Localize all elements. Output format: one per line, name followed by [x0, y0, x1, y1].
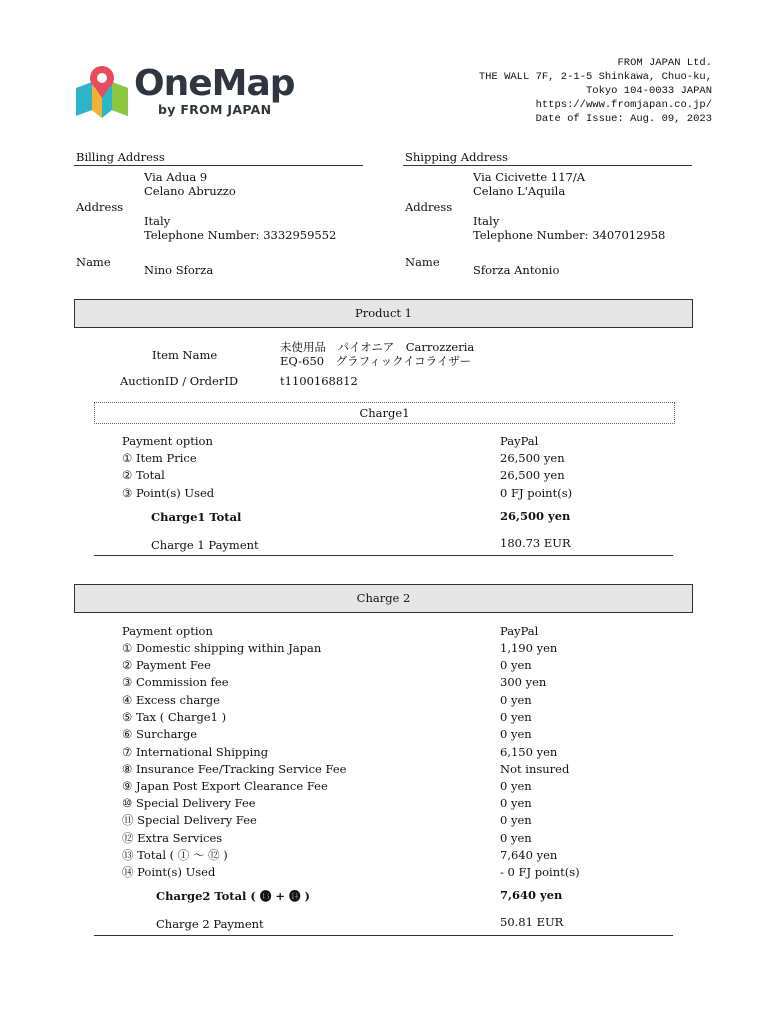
charge2-row-label: ⑬ Total ( ① ～ ⑫ ) — [122, 848, 228, 862]
logo-wordmark: OneMap — [134, 63, 295, 104]
charge2-row-value: 300 yen — [500, 675, 547, 689]
charge2-row-label: ⑦ International Shipping — [122, 745, 269, 759]
charge1-row-label: ② Total — [122, 468, 165, 482]
charge1-row-label: ③ Point(s) Used — [122, 486, 215, 500]
billing-divider — [74, 165, 363, 166]
charge2-row-label: ⑫ Extra Services — [122, 831, 223, 845]
charge1-row-value: 26,500 yen — [500, 468, 565, 482]
issue-date: Date of Issue: Aug. 09, 2023 — [535, 113, 712, 125]
billing-name-label: Name — [76, 255, 111, 269]
company-url[interactable]: https://www.fromjapan.co.jp/ — [535, 99, 712, 111]
charge2-payment-value: 50.81 EUR — [500, 915, 564, 929]
company-address-line2: Tokyo 104-0033 JAPAN — [585, 85, 712, 97]
charge2-row-label: Payment option — [122, 624, 213, 638]
charge2-payment-label: Charge 2 Payment — [156, 917, 264, 931]
shipping-name: Sforza Antonio — [473, 263, 560, 277]
charge2-row-value: 1,190 yen — [500, 641, 558, 655]
shipping-phone: Telephone Number: 3407012958 — [473, 228, 666, 242]
charge2-row-value: - 0 FJ point(s) — [500, 865, 580, 879]
charge2-row-value: 0 yen — [500, 727, 532, 741]
company-name: FROM JAPAN Ltd. — [617, 57, 712, 69]
shipping-divider — [403, 165, 692, 166]
charge2-row-label: ① Domestic shipping within Japan — [122, 641, 322, 655]
charge1-total-label: Charge1 Total — [151, 510, 242, 524]
charge1-row-value: 0 FJ point(s) — [500, 486, 573, 500]
charge1-row-value: 26,500 yen — [500, 451, 565, 465]
charge2-row-value: 0 yen — [500, 831, 532, 845]
charge2-row-value: 0 yen — [500, 693, 532, 707]
shipping-line2: Celano L'Aquila — [473, 184, 566, 198]
shipping-heading: Shipping Address — [405, 150, 508, 164]
billing-country: Italy — [144, 214, 171, 228]
charge2-row-label: ⑪ Special Delivery Fee — [122, 813, 257, 827]
charge2-row-label: ⑩ Special Delivery Fee — [122, 796, 256, 810]
charge2-row-value: Not insured — [500, 762, 570, 776]
charge2-divider — [94, 935, 673, 936]
charge2-row-value: 0 yen — [500, 779, 532, 793]
billing-address-label: Address — [76, 200, 124, 214]
shipping-name-label: Name — [405, 255, 440, 269]
charge2-row-label: ④ Excess charge — [122, 693, 220, 707]
charge1-row-label: Payment option — [122, 434, 213, 448]
charge2-row-label: ⑤ Tax ( Charge1 ) — [122, 710, 227, 724]
charge1-heading: Charge1 — [359, 406, 410, 420]
map-pin-logo-icon — [74, 64, 130, 120]
charge1-payment-label: Charge 1 Payment — [151, 538, 259, 552]
billing-phone: Telephone Number: 3332959552 — [144, 228, 337, 242]
company-info — [479, 56, 712, 126]
shipping-country: Italy — [473, 214, 500, 228]
billing-line1: Via Adua 9 — [144, 170, 208, 184]
charge2-row-value: 7,640 yen — [500, 848, 558, 862]
charge2-row-label: ③ Commission fee — [122, 675, 229, 689]
company-address-line1: THE WALL 7F, 2-1-5 Shinkawa, Chuo-ku, — [478, 71, 712, 83]
charge2-row-label: ② Payment Fee — [122, 658, 211, 672]
item-name-line1: 未使用品 パイオニア Carrozzeria — [280, 340, 475, 354]
charge1-payment-value: 180.73 EUR — [500, 536, 571, 550]
product-heading-bar — [74, 299, 693, 328]
order-id: t1100168812 — [280, 374, 358, 388]
charge2-heading-bar — [74, 584, 693, 613]
charge2-total-value: 7,640 yen — [500, 888, 563, 902]
charge2-row-value: 0 yen — [500, 658, 532, 672]
charge2-row-value: PayPal — [500, 624, 539, 638]
charge2-row-label: ⑭ Point(s) Used — [122, 865, 216, 879]
logo-subtitle: by FROM JAPAN — [158, 102, 272, 117]
billing-name: Nino Sforza — [144, 263, 214, 277]
charge2-row-label: ⑧ Insurance Fee/Tracking Service Fee — [122, 762, 347, 776]
billing-line2: Celano Abruzzo — [144, 184, 236, 198]
order-id-label: AuctionID / OrderID — [120, 374, 239, 388]
charge2-row-value: 0 yen — [500, 710, 532, 724]
charge2-row-value: 0 yen — [500, 796, 532, 810]
charge2-row-value: 0 yen — [500, 813, 532, 827]
charge1-row-value: PayPal — [500, 434, 539, 448]
charge2-total-label: Charge2 Total ( ⓭ + ⓮ ) — [156, 889, 310, 903]
charge2-row-label: ⑨ Japan Post Export Clearance Fee — [122, 779, 328, 793]
charge2-row-value: 6,150 yen — [500, 745, 558, 759]
onemap-logo — [74, 62, 304, 120]
charge1-heading-bar — [94, 402, 675, 424]
charge2-row-label: ⑥ Surcharge — [122, 727, 198, 741]
billing-heading: Billing Address — [76, 150, 165, 164]
shipping-address-label: Address — [405, 200, 453, 214]
item-name-line2: EQ-650 グラフィックイコライザー — [280, 354, 472, 368]
charge1-row-label: ① Item Price — [122, 451, 197, 465]
item-name-label: Item Name — [152, 348, 218, 362]
product-heading: Product 1 — [355, 306, 412, 320]
charge1-divider — [94, 555, 673, 556]
charge2-heading: Charge 2 — [356, 591, 411, 605]
charge1-total-value: 26,500 yen — [500, 509, 571, 523]
shipping-line1: Via Cicivette 117/A — [473, 170, 586, 184]
